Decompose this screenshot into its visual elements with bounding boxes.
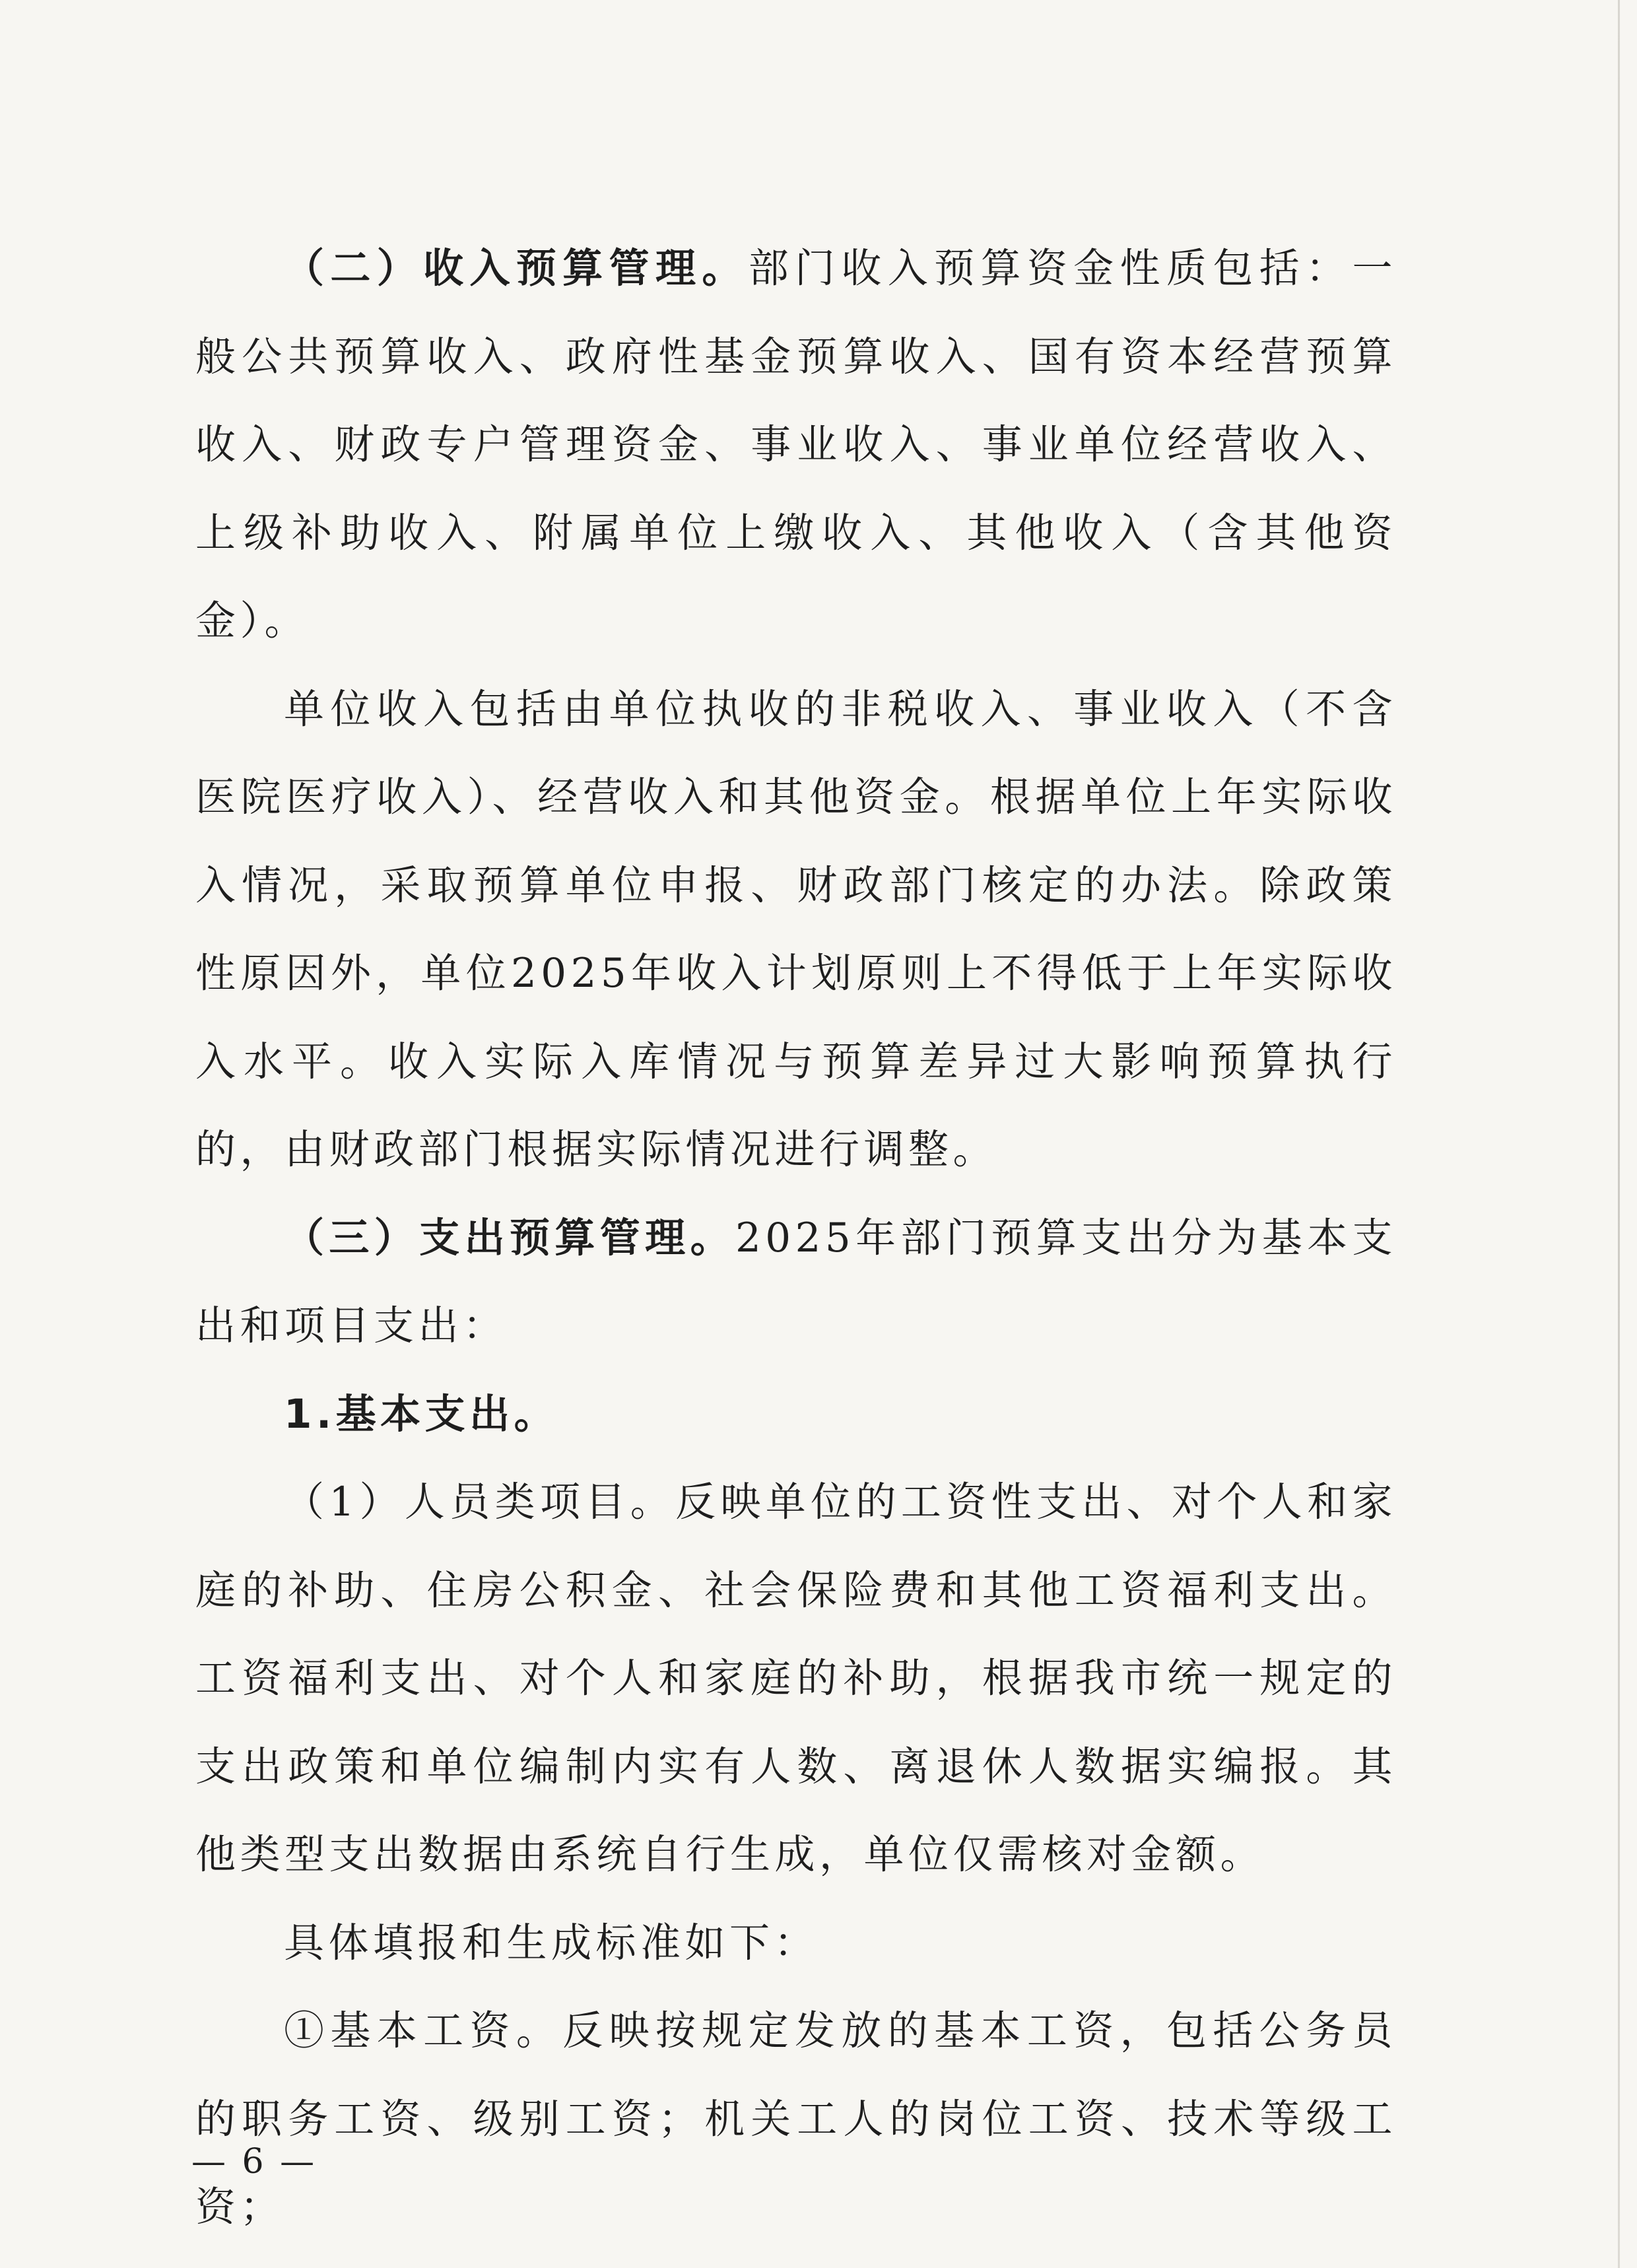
- paragraph-expense-budget: [195, 1194, 1397, 1370]
- page-edge-shadow: [1618, 0, 1620, 2268]
- heading-income-budget: （二）收入预算管理。: [284, 245, 749, 292]
- page-number: — 6 —: [191, 2142, 317, 2182]
- subheading-basic-expense: 1.基本支出。: [284, 1390, 559, 1438]
- paragraph-base-salary: ①基本工资。反映按规定发放的基本工资，包括公务员的职务工资、级别工资；机关工人的岗位工资、技术等级工资；: [195, 2007, 1397, 2230]
- heading-expense-budget: （三）支出预算管理。: [284, 1214, 735, 1261]
- paragraph-personnel-items: （1）人员类项目。反映单位的工资性支出、对个人和家庭的补助、住房公积金、社会保险费和其他工资福利支出。工资福利支出、对个人和家庭的补助，根据我市统一规定的支出政策和单位编制内实有人数、离退休人数据实编报。其他类型支出数据由系统自行生成，单位仅需核对金额。: [195, 1479, 1397, 1878]
- text-income-budget: 部门收入预算资金性质包括：一般公共预算收入、政府性基金预算收入、国有资本经营预算收入、财政专户管理资金、事业收入、事业单位经营收入、上级补助收入、附属单位上缴收入、其他收入（含其他资金）。: [195, 245, 1397, 644]
- text-expense-budget: 2025年部门预算支出分为基本支出和项目支出：: [195, 1214, 1397, 1349]
- document-body: [195, 224, 1397, 2251]
- paragraph-income-budget: [195, 224, 1397, 665]
- paragraph-standards: 具体填报和生成标准如下：: [284, 1919, 819, 1966]
- paragraph-unit-income: 单位收入包括由单位执收的非税收入、事业收入（不含医院医疗收入）、经营收入和其他资金。根据单位上年实际收入情况，采取预算单位申报、财政部门核定的办法。除政策性原因外，单位2025年收入计划原则上不得低于上年实际收入水平。收入实际入库情况与预算差异过大影响预算执行的，由财政部门根据实际情况进行调整。: [195, 685, 1397, 1173]
